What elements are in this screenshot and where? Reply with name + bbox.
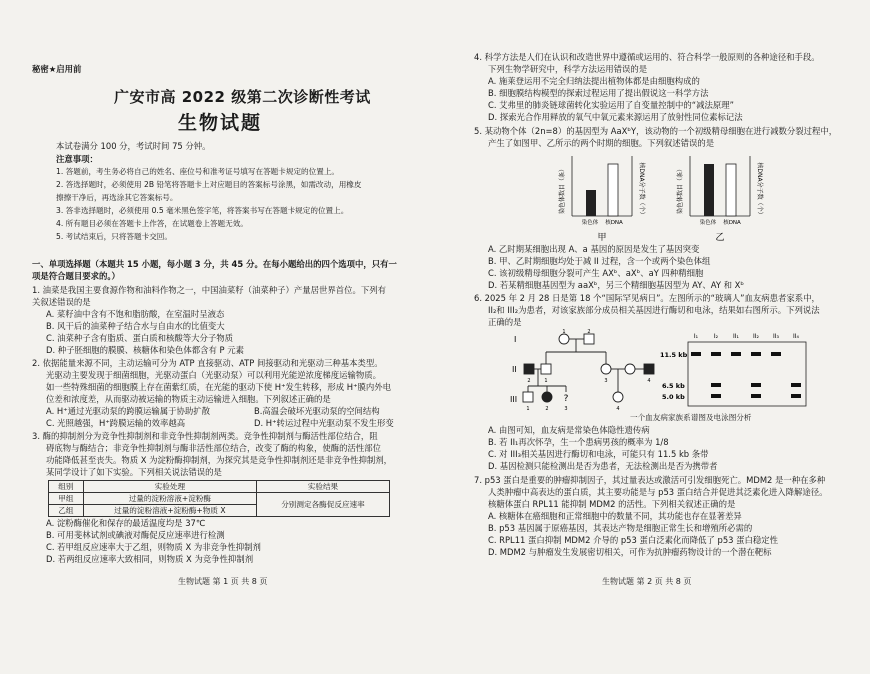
q3-option: A. 淀粉酶催化和保存的最适温度均是 37℃ [46,518,206,528]
q6-option: A. 由图可知，血友病是常染色体隐性遗传病 [488,425,650,435]
q7-stem: 人类肿瘤中高表达的蛋白质，其主要功能是与 p53 蛋白结合并促进其泛素化进入降解途径。 [488,487,828,497]
x-label: 染色体 [699,220,717,226]
q2-option: C. 光照越强，H⁺跨膜运输的效率越高 [46,418,186,428]
chart-jia [558,156,646,243]
pedigree-chart [510,326,658,414]
q6-option: D. 基因检测只能检测出是否为患者，无法检测出是否为携带者 [488,461,718,471]
q7-option: A. 核糖体在癌细胞和正常细胞中的数量不同，其功能也存在显著差异 [488,511,742,521]
lane-label: I₁ [693,333,699,340]
q1-stem: 关叙述错误的是 [32,297,91,307]
lane-label: II₁ [733,333,739,340]
bar-chromosome-yi [704,164,714,216]
q1-option: D. 种子胚细胞的膜膜、核糖体和染色体都含有 P 元素 [46,345,245,355]
q4-option: B. 细胞膜结构模型的探索过程运用了提出假说这一科学方法 [488,88,709,98]
q3-stem: 功能降低甚至丧失。物质 X 为淀粉酶抑制剂，为探究其是竞争性抑制剂还是非竞争性抑制剂， [46,455,393,465]
bar-dna-jia [608,164,618,216]
lane-label: I₂ [713,333,719,340]
notice-line: 擦擦干净后，再选涂其它答案标号。 [56,193,178,202]
section-heading: 一、单项选择题（本题共 15 小题，每小题 3 分，共 45 分。在每小题给出的四个选项中，只有一 [32,259,397,269]
table-header: 实验处理 [83,481,256,493]
bar-chromosome-jia [586,190,596,216]
q7-stem: 核糖体蛋白 RPL11 能抑制 MDM2 的活性。下列相关叙述正确的是 [488,499,736,509]
x-label: 核DNA [605,220,623,226]
q6-option: C. 对 III₃相关基因进行酶切和电泳，可能只有 11.5 kb 条带 [488,449,709,459]
generation-label: III [510,395,518,404]
q2-stem: 位差和浓度差，从而驱动被运输的物质主动运输进入细胞。下列叙述正确的是 [46,394,331,404]
q3-stem: 某同学设计了如下实验。下列相关说法错误的是 [46,467,222,477]
unknown-member: ? [563,394,569,404]
table-cell: 分别测定各酶促反应速率 [256,493,389,517]
q6-stem: 正确的是 [488,317,522,327]
q3-stem: 碍底物与酶结合；非竞争性抑制剂与酶非活性部位结合，改变了酶的构象，使酶的活性部位 [46,443,381,453]
notice-line: 1. 答题前，考生务必将自己的姓名、座位号和准考证号填写在答题卡规定的位置上。 [56,167,340,176]
chart-yi [676,156,764,243]
experiment-table [48,480,390,517]
band-size: 6.5 kb [662,382,685,390]
q3-option: C. 若甲组反应速率大于乙组，则物质 X 为非竞争性抑制剂 [46,542,261,552]
member-number: 1 [526,406,530,412]
lane-label: II₃ [773,333,779,340]
x-label: 核DNA [723,220,741,226]
q5-option: B. 甲、乙时期细胞均处于减 II 过程，含一个或两个染色体组 [488,256,711,266]
q5-stem: 5. 某动物个体（2n=8）的基因型为 AaXᵇY，该动物的一个初级精母细胞在进行减数分裂过程中， [474,126,838,136]
q5-option: C. 该初级精母细胞分裂可产生 AXᵇ、aXᵇ、aY 四种精细胞 [488,268,704,278]
q1-option: C. 油菜种子含有脂质、蛋白质和核酸等大分子物质 [46,333,234,343]
q4-stem: 下列生物学研究中，科学方法运用错误的是 [488,64,648,74]
q4-option: A. 施莱登运用不完全归纳法提出植物体都是由细胞构成的 [488,76,700,86]
exam-subtitle: 生物试题 [178,112,263,134]
table-header: 实验结果 [256,481,389,493]
bar-dna-yi [726,164,736,216]
band-size: 11.5 kb [660,351,688,359]
q2-stem: 2. 依据能量来源不同，主动运输可分为 ATP 直接驱动、ATP 间接驱动和光驱动三种基本类型。 [32,358,383,368]
band-size: 5.0 kb [662,393,685,401]
q7-option: D. MDM2 与肿瘤发生发展密切相关，可作为抗肿瘤药物设计的一个潜在靶标 [488,547,772,557]
q3-option: B. 可用斐林试剂或碘液对酶促反应速率进行检测 [46,530,225,540]
q7-stem: 7. p53 蛋白是重要的肿瘤抑制因子，其过量表达或激活可引发细胞死亡。MDM2 是一种在多种 [474,475,826,485]
chart-label-jia: 甲 [597,233,607,243]
notice-line: 3. 答非选择题时，必须使用 0.5 毫米黑色签字笔，将答案书写在答题卡规定的位置上。 [56,206,349,215]
member-number: 1 [544,378,548,384]
member-number: 4 [647,378,651,384]
lane-label: II₂ [753,333,759,340]
exam-info: 本试卷满分 100 分，考试时间 75 分钟。 [56,141,211,151]
y-axis-label-right: 核DNA分子数（个） [638,162,645,218]
generation-label: II [512,365,517,374]
x-label: 染色体 [581,220,599,226]
exam-title: 广安市高 2022 级第二次诊断性考试 [114,88,371,106]
table-cell: 乙组 [49,505,84,517]
q5-stem: 产生了如图甲、乙所示的两个时期的细胞。下列叙述错误的是 [488,138,715,148]
q2-option: A. H⁺通过光驱动泵的跨膜运输属于协助扩散 [46,406,210,416]
q1-stem: 1. 油菜是我国主要食源作物和油料作物之一，中国油菜籽（油菜种子）产量居世界首位。下列有 [32,285,387,295]
q7-option: B. p53 基因属于原癌基因，其表达产物是细胞正常生长和增殖所必需的 [488,523,753,533]
q3-option: D. 若两组反应速率大致相同，则物质 X 为竞争性抑制剂 [46,554,254,564]
q6-option: B. 若 II₁再次怀孕，生一个患病男孩的概率为 1/8 [488,437,669,447]
q4-option: C. 艾弗里的肺炎链球菌转化实验运用了自变量控制中的“减法原理” [488,100,734,110]
y-axis-label-left: 染色体数目（条） [559,165,566,215]
figure-caption: 一个血友病家族系谱图及电泳图分析 [630,413,752,422]
member-number: 1 [562,329,566,335]
table-cell: 过量的淀粉溶液+淀粉酶 [83,493,256,505]
q6-stem: II₂和 III₂为患者，对该家族部分成员相关基因进行酶切和电泳，结果如右图所示。下列说法 [488,305,820,315]
member-number: 3 [564,406,568,412]
q4-stem: 4. 科学方法是人们在认识和改造世界中遵循或运用的、符合科学一般原则的各种途径和手段。 [474,52,820,62]
notice-line: 5. 考试结束后，只将答题卡交回。 [56,232,172,241]
generation-label: I [514,335,517,344]
table-header: 组别 [49,481,84,493]
table-cell: 过量的淀粉溶液+淀粉酶+物质 X [83,505,256,517]
member-number: 2 [527,378,531,384]
member-number: 2 [587,329,591,335]
q5-option: A. 乙时期某细胞出现 A、a 基因的原因是发生了基因突变 [488,244,700,254]
q2-stem: 如一些特殊细菌的细胞膜上存在菌紫红质，在光能的驱动下使 H⁺发生转移，形成 H⁺膜内外电 [46,382,392,392]
table-row [49,493,390,505]
member-number: 4 [616,406,620,412]
q2-option: D. H⁺转运过程中光驱动泵不发生形变 [254,418,394,428]
chart-label-yi: 乙 [715,233,725,243]
page-footer: 生物试题 第 1 页 共 8 页 [178,577,268,586]
member-number: 2 [545,406,549,412]
notice-title: 注意事项： [56,154,98,164]
page-footer: 生物试题 第 2 页 共 8 页 [602,577,692,586]
secret-label: 秘密★启用前 [32,64,82,74]
q3-stem: 3. 酶的抑制剂分为竞争性抑制剂和非竞争性抑制剂两类。竞争性抑制剂与酶活性部位结合，阻 [32,431,378,441]
cell-stage-charts [560,150,780,246]
notice-line: 2. 答选择题时，必须使用 2B 铅笔将答题卡上对应题目的答案标号涂黑，如需改动，用橡皮 [56,180,362,189]
q1-option: A. 菜籽油中含有不饱和脂肪酸，在室温时呈液态 [46,309,225,319]
y-axis-label-right: 核DNA分子数（个） [756,162,763,218]
q2-option: B.高温会破坏光驱动泵的空间结构 [254,406,380,416]
q7-option: C. RPL11 蛋白抑制 MDM2 介导的 p53 蛋白泛素化而降低了 p53 蛋白稳定性 [488,535,779,545]
gel-electrophoresis [660,330,810,412]
notice-line: 4. 所有题目必须在答题卡上作答，在试题卷上答题无效。 [56,219,248,228]
y-axis-label-left: 染色体数目（条） [677,165,684,215]
q2-stem: 光驱动主要发现于细菌细胞，光驱动蛋白（光驱动泵）可以利用光能逆浓度梯度运输物质。 [46,370,381,380]
member-number: 3 [604,378,608,384]
q1-option: B. 风干后的油菜种子结合水与自由水的比值变大 [46,321,225,331]
q6-stem: 6. 2025 年 2 月 28 日是第 18 个“国际罕见病日”。左图所示的“玻璃人”血友病患者家系中， [474,293,820,303]
table-cell: 甲组 [49,493,84,505]
section-heading: 项是符合题目要求的。） [32,271,120,281]
lane-label: II₄ [793,333,799,340]
q4-option: D. 探索光合作用释放的氧气中氧元素来源运用了放射性同位素标记法 [488,112,743,122]
q5-option: D. 若某精细胞基因型为 aaXᵇ，另三个精细胞基因型为 AY、AY 和 Xᵇ [488,280,744,290]
